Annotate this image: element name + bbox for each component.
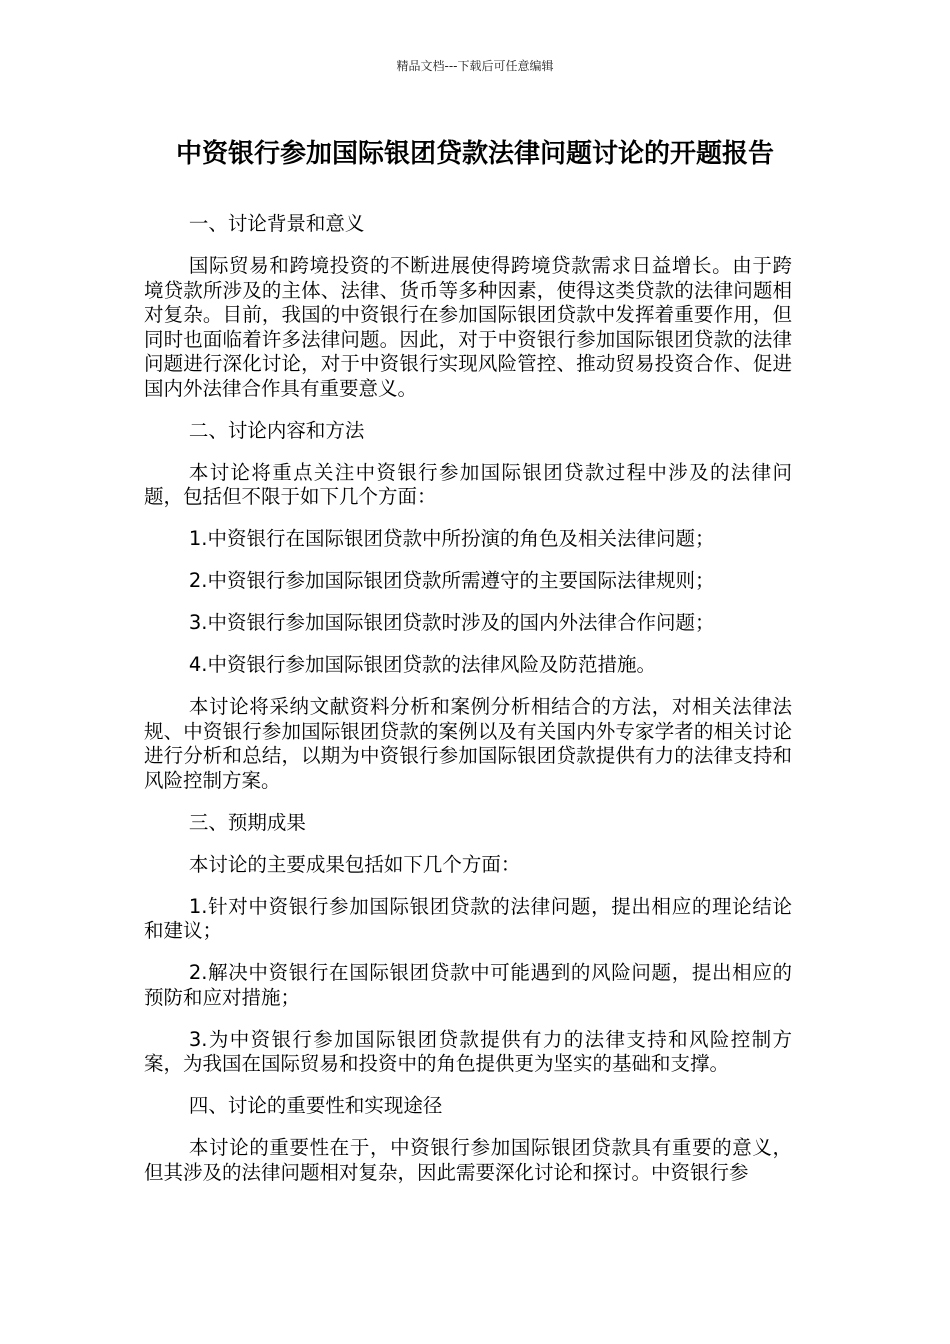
list-item-content-1: 1.中资银行在国际银团贷款中所扮演的角色及相关法律问题； [188,527,715,550]
section-heading-content-method: 二、讨论内容和方法 [188,418,365,442]
section-heading-importance: 四、讨论的重要性和实现途径 [188,1094,443,1117]
list-item-result-3: 3.为中资银行参加国际银团贷款提供有力的法律支持和风险控制方案，为我国在国际贸易和投资中的角色提供更为坚实的基础和支撑。 [144,1027,792,1075]
list-item-result-1: 1.针对中资银行参加国际银团贷款的法律问题，提出相应的理论结论和建议； [144,894,792,942]
section-heading-background: 一、讨论背景和意义 [188,212,365,235]
document-body [144,212,792,1203]
paragraph-results-intro: 本讨论的主要成果包括如下几个方面： [188,852,521,876]
list-item-content-2: 2.中资银行参加国际银团贷款所需遵守的主要国际法律规则； [188,569,715,592]
document-title: 中资银行参加国际银团贷款法律问题讨论的开题报告 [175,139,774,169]
header-note: 精品文档---下载后可任意编辑 [396,59,554,73]
paragraph-background: 国际贸易和跨境投资的不断进展使得跨境贷款需求日益增长。由于跨境贷款所涉及的主体、法律、货币等多种因素，使得这类贷款的法律问题相对复杂。目前，我国的中资银行在参加国际银团贷款中发挥着重要作用，但同时也面临着许多法律问题。因此，对于中资银行参加国际银团贷款的法律问题进行深化讨论，对于中资银行实现风险管控、推动贸易投资合作、促进国内外法律合作具有重要意义。 [144,254,792,400]
list-item-content-3: 3.中资银行参加国际银团贷款时涉及的国内外法律合作问题； [188,611,715,634]
paragraph-content-intro: 本讨论将重点关注中资银行参加国际银团贷款过程中涉及的法律问题，包括但不限于如下几个方面： [144,460,792,508]
list-item-result-2: 2.解决中资银行在国际银团贷款中可能遇到的风险问题，提出相应的预防和应对措施； [144,961,792,1009]
list-item-content-4: 4.中资银行参加国际银团贷款的法律风险及防范措施。 [188,653,656,676]
paragraph-importance: 本讨论的重要性在于，中资银行参加国际银团贷款具有重要的意义，但其涉及的法律问题相对复杂，因此需要深化讨论和探讨。中资银行参 [144,1136,792,1184]
section-heading-expected-results: 三、预期成果 [188,810,306,834]
paragraph-method: 本讨论将采纳文献资料分析和案例分析相结合的方法，对相关法律法规、中资银行参加国际银团贷款的案例以及有关国内外专家学者的相关讨论进行分析和总结，以期为中资银行参加国际银团贷款提供有力的法律支持和风险控制方案。 [144,695,792,792]
